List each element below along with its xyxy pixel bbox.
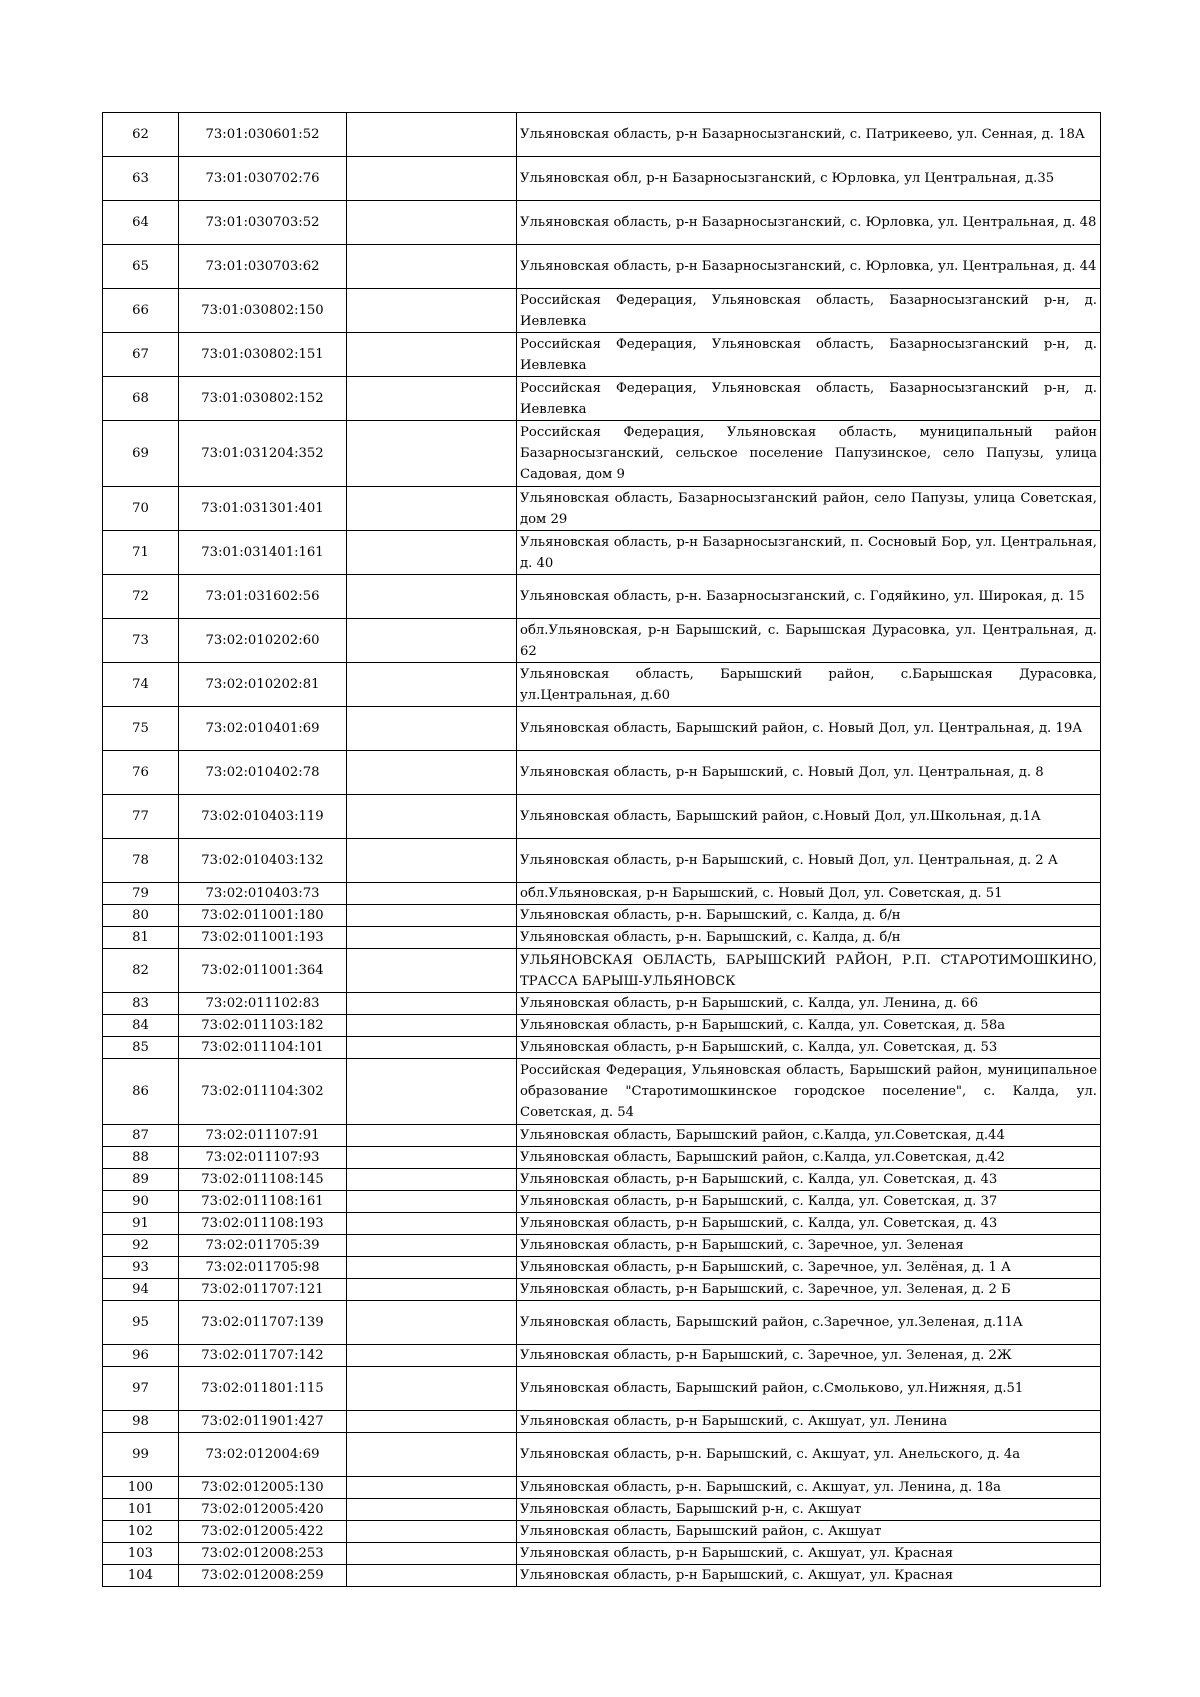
empty-cell (347, 157, 517, 201)
table-row (103, 993, 1101, 1015)
address: Ульяновская область, р-н Барышский, с. Заречное, ул. Зелёная, д. 1 А (517, 1257, 1101, 1279)
address: Ульяновская область, р-н Барышский, с. Акшуат, ул. Красная (517, 1543, 1101, 1565)
address: Российская Федерация, Ульяновская область, Базарносызганский р-н, д. Иевлевка (517, 377, 1101, 421)
address: Ульяновская область, Барышский район, с.Смольково, ул.Нижняя, д.51 (517, 1367, 1101, 1411)
address: Ульяновская область, р-н. Барышский, с. Акшуат, ул. Анельского, д. 4а (517, 1433, 1101, 1477)
address: Ульяновская область, Барышский р-н, с. Акшуат (517, 1499, 1101, 1521)
table-row (103, 333, 1101, 377)
cadastral-number: 73:02:011107:93 (179, 1147, 347, 1169)
cadastral-number: 73:02:010202:81 (179, 663, 347, 707)
table-row (103, 531, 1101, 575)
empty-cell (347, 245, 517, 289)
row-number: 83 (103, 993, 179, 1015)
empty-cell (347, 1301, 517, 1345)
empty-cell (347, 1015, 517, 1037)
row-number: 91 (103, 1213, 179, 1235)
table-row (103, 377, 1101, 421)
row-number: 78 (103, 839, 179, 883)
address: Российская Федерация, Ульяновская область, Барышский район, муниципальное образование "Старотимошкинское городское поселение", с. Калда, ул. Советская, д. 54 (517, 1059, 1101, 1125)
address: Ульяновская область, Барышский район, с.Барышская Дурасовка, ул.Центральная, д.60 (517, 663, 1101, 707)
row-number: 76 (103, 751, 179, 795)
cadastral-number: 73:02:011104:302 (179, 1059, 347, 1125)
address: Ульяновская область, р-н. Базарносызганский, с. Годяйкино, ул. Широкая, д. 15 (517, 575, 1101, 619)
table-row (103, 421, 1101, 487)
row-number: 62 (103, 113, 179, 157)
table-row (103, 1169, 1101, 1191)
address: обл.Ульяновская, р-н Барышский, с. Новый Дол, ул. Советская, д. 51 (517, 883, 1101, 905)
empty-cell (347, 289, 517, 333)
empty-cell (347, 1147, 517, 1169)
cadastral-number: 73:02:010403:132 (179, 839, 347, 883)
address: Российская Федерация, Ульяновская область, Базарносызганский р-н, д. Иевлевка (517, 289, 1101, 333)
empty-cell (347, 1125, 517, 1147)
empty-cell (347, 993, 517, 1015)
cadastral-number: 73:02:010402:78 (179, 751, 347, 795)
table-row (103, 949, 1101, 993)
table-row (103, 1235, 1101, 1257)
row-number: 89 (103, 1169, 179, 1191)
row-number: 101 (103, 1499, 179, 1521)
empty-cell (347, 1367, 517, 1411)
empty-cell (347, 333, 517, 377)
row-number: 73 (103, 619, 179, 663)
address: Ульяновская область, р-н Барышский, с. Калда, ул. Советская, д. 58а (517, 1015, 1101, 1037)
address: Ульяновская область, Барышский район, с. Акшуат (517, 1521, 1101, 1543)
cadastral-number: 73:02:010401:69 (179, 707, 347, 751)
empty-cell (347, 751, 517, 795)
cadastral-number: 73:02:012008:259 (179, 1565, 347, 1587)
cadastral-number: 73:01:030703:52 (179, 201, 347, 245)
empty-cell (347, 1213, 517, 1235)
empty-cell (347, 1499, 517, 1521)
empty-cell (347, 707, 517, 751)
empty-cell (347, 1037, 517, 1059)
table-row (103, 1433, 1101, 1477)
address: Ульяновская область, Барышский район, с.Новый Дол, ул.Школьная, д.1А (517, 795, 1101, 839)
row-number: 85 (103, 1037, 179, 1059)
cadastral-number: 73:01:030802:150 (179, 289, 347, 333)
row-number: 86 (103, 1059, 179, 1125)
address: Ульяновская область, р-н Барышский, с. Новый Дол, ул. Центральная, д. 8 (517, 751, 1101, 795)
table-row (103, 1477, 1101, 1499)
empty-cell (347, 421, 517, 487)
row-number: 99 (103, 1433, 179, 1477)
row-number: 68 (103, 377, 179, 421)
address: Ульяновская область, р-н Барышский, с. Калда, ул. Советская, д. 53 (517, 1037, 1101, 1059)
row-number: 65 (103, 245, 179, 289)
cadastral-number: 73:02:011707:139 (179, 1301, 347, 1345)
row-number: 64 (103, 201, 179, 245)
address: Ульяновская область, р-н Барышский, с. Калда, ул. Ленина, д. 66 (517, 993, 1101, 1015)
row-number: 67 (103, 333, 179, 377)
empty-cell (347, 1521, 517, 1543)
row-number: 66 (103, 289, 179, 333)
cadastral-number: 73:02:011103:182 (179, 1015, 347, 1037)
cadastral-number: 73:01:030702:76 (179, 157, 347, 201)
cadastral-number: 73:01:030601:52 (179, 113, 347, 157)
row-number: 70 (103, 487, 179, 531)
cadastral-number: 73:02:011707:142 (179, 1345, 347, 1367)
cadastral-table (102, 112, 1101, 1587)
cadastral-number: 73:02:011801:115 (179, 1367, 347, 1411)
row-number: 96 (103, 1345, 179, 1367)
table-row (103, 839, 1101, 883)
table-row (103, 905, 1101, 927)
address: Ульяновская область, р-н Барышский, с. Калда, ул. Советская, д. 43 (517, 1213, 1101, 1235)
empty-cell (347, 927, 517, 949)
empty-cell (347, 531, 517, 575)
empty-cell (347, 619, 517, 663)
row-number: 95 (103, 1301, 179, 1345)
cadastral-number: 73:02:010403:73 (179, 883, 347, 905)
row-number: 94 (103, 1279, 179, 1301)
cadastral-number: 73:01:031602:56 (179, 575, 347, 619)
row-number: 82 (103, 949, 179, 993)
table-row (103, 1125, 1101, 1147)
address: Ульяновская область, р-н. Барышский, с. Калда, д. б/н (517, 905, 1101, 927)
cadastral-number: 73:02:011001:364 (179, 949, 347, 993)
row-number: 74 (103, 663, 179, 707)
row-number: 103 (103, 1543, 179, 1565)
row-number: 102 (103, 1521, 179, 1543)
address: УЛЬЯНОВСКАЯ ОБЛАСТЬ, БАРЫШСКИЙ РАЙОН, Р.П. СТАРОТИМОШКИНО, ТРАССА БАРЫШ-УЛЬЯНОВСК (517, 949, 1101, 993)
empty-cell (347, 905, 517, 927)
empty-cell (347, 883, 517, 905)
address: обл.Ульяновская, р-н Барышский, с. Барышская Дурасовка, ул. Центральная, д. 62 (517, 619, 1101, 663)
table-row (103, 927, 1101, 949)
empty-cell (347, 113, 517, 157)
empty-cell (347, 487, 517, 531)
address: Ульяновская область, р-н Базарносызганский, с. Юрловка, ул. Центральная, д. 44 (517, 245, 1101, 289)
cadastral-number: 73:01:030802:152 (179, 377, 347, 421)
cadastral-number: 73:02:011705:39 (179, 1235, 347, 1257)
table-row (103, 1059, 1101, 1125)
address: Ульяновская область, Барышский район, с.Калда, ул.Советская, д.44 (517, 1125, 1101, 1147)
row-number: 81 (103, 927, 179, 949)
table-row (103, 1015, 1101, 1037)
row-number: 71 (103, 531, 179, 575)
table-row (103, 575, 1101, 619)
cadastral-number: 73:02:012005:420 (179, 1499, 347, 1521)
cadastral-number: 73:02:011705:98 (179, 1257, 347, 1279)
row-number: 77 (103, 795, 179, 839)
empty-cell (347, 1257, 517, 1279)
empty-cell (347, 1279, 517, 1301)
table-row (103, 1543, 1101, 1565)
row-number: 90 (103, 1191, 179, 1213)
empty-cell (347, 1477, 517, 1499)
table-row (103, 883, 1101, 905)
cadastral-number: 73:02:011108:161 (179, 1191, 347, 1213)
table-row (103, 245, 1101, 289)
cadastral-number: 73:01:030703:62 (179, 245, 347, 289)
cadastral-number: 73:02:011108:145 (179, 1169, 347, 1191)
cadastral-number: 73:02:012004:69 (179, 1433, 347, 1477)
address: Ульяновская область, р-н Барышский, с. Заречное, ул. Зеленая, д. 2Ж (517, 1345, 1101, 1367)
empty-cell (347, 1169, 517, 1191)
table-row (103, 487, 1101, 531)
empty-cell (347, 1543, 517, 1565)
row-number: 92 (103, 1235, 179, 1257)
address: Российская Федерация, Ульяновская область, Базарносызганский р-н, д. Иевлевка (517, 333, 1101, 377)
table-row (103, 113, 1101, 157)
address: Ульяновская область, р-н Базарносызганский, с. Патрикеево, ул. Сенная, д. 18А (517, 113, 1101, 157)
row-number: 88 (103, 1147, 179, 1169)
row-number: 69 (103, 421, 179, 487)
empty-cell (347, 1565, 517, 1587)
address: Ульяновская область, Барышский район, с.Калда, ул.Советская, д.42 (517, 1147, 1101, 1169)
table-row (103, 1147, 1101, 1169)
empty-cell (347, 1059, 517, 1125)
address: Ульяновская обл, р-н Базарносызганский, с Юрловка, ул Центральная, д.35 (517, 157, 1101, 201)
table-row (103, 663, 1101, 707)
empty-cell (347, 663, 517, 707)
row-number: 97 (103, 1367, 179, 1411)
table-row (103, 795, 1101, 839)
address: Ульяновская область, р-н. Барышский, с. Калда, д. б/н (517, 927, 1101, 949)
cadastral-number: 73:02:012005:130 (179, 1477, 347, 1499)
empty-cell (347, 795, 517, 839)
cadastral-number: 73:02:012008:253 (179, 1543, 347, 1565)
table-row (103, 1257, 1101, 1279)
table-row (103, 1213, 1101, 1235)
address: Российская Федерация, Ульяновская область, муниципальный район Базарносызганский, сельское поселение Папузинское, село Папузы, улица Садовая, дом 9 (517, 421, 1101, 487)
address: Ульяновская область, р-н Барышский, с. Калда, ул. Советская, д. 37 (517, 1191, 1101, 1213)
cadastral-number: 73:02:012005:422 (179, 1521, 347, 1543)
address: Ульяновская область, р-н Базарносызганский, п. Сосновый Бор, ул. Центральная, д. 40 (517, 531, 1101, 575)
row-number: 80 (103, 905, 179, 927)
table-row (103, 1411, 1101, 1433)
table-row (103, 1499, 1101, 1521)
row-number: 87 (103, 1125, 179, 1147)
row-number: 79 (103, 883, 179, 905)
empty-cell (347, 1433, 517, 1477)
row-number: 63 (103, 157, 179, 201)
cadastral-number: 73:02:011901:427 (179, 1411, 347, 1433)
table-row (103, 289, 1101, 333)
empty-cell (347, 1411, 517, 1433)
table-row (103, 157, 1101, 201)
address: Ульяновская область, Барышский район, с. Новый Дол, ул. Центральная, д. 19А (517, 707, 1101, 751)
address: Ульяновская область, р-н Барышский, с. Калда, ул. Советская, д. 43 (517, 1169, 1101, 1191)
address: Ульяновская область, р-н Барышский, с. Заречное, ул. Зеленая, д. 2 Б (517, 1279, 1101, 1301)
empty-cell (347, 201, 517, 245)
row-number: 75 (103, 707, 179, 751)
table-body (103, 113, 1101, 1587)
cadastral-number: 73:02:010403:119 (179, 795, 347, 839)
row-number: 93 (103, 1257, 179, 1279)
table-row (103, 619, 1101, 663)
cadastral-number: 73:02:011707:121 (179, 1279, 347, 1301)
table-row (103, 1565, 1101, 1587)
row-number: 72 (103, 575, 179, 619)
cadastral-number: 73:01:031204:352 (179, 421, 347, 487)
table-row (103, 1301, 1101, 1345)
address: Ульяновская область, р-н Базарносызганский, с. Юрловка, ул. Центральная, д. 48 (517, 201, 1101, 245)
empty-cell (347, 839, 517, 883)
empty-cell (347, 377, 517, 421)
cadastral-number: 73:01:030802:151 (179, 333, 347, 377)
cadastral-number: 73:02:011001:180 (179, 905, 347, 927)
address: Ульяновская область, Базарносызганский район, село Папузы, улица Советская, дом 29 (517, 487, 1101, 531)
cadastral-number: 73:02:011001:193 (179, 927, 347, 949)
empty-cell (347, 949, 517, 993)
cadastral-number: 73:02:010202:60 (179, 619, 347, 663)
cadastral-number: 73:02:011108:193 (179, 1213, 347, 1235)
row-number: 84 (103, 1015, 179, 1037)
row-number: 104 (103, 1565, 179, 1587)
table-row (103, 751, 1101, 795)
table-row (103, 707, 1101, 751)
cadastral-number: 73:01:031401:161 (179, 531, 347, 575)
row-number: 98 (103, 1411, 179, 1433)
cadastral-number: 73:02:011104:101 (179, 1037, 347, 1059)
table-row (103, 1191, 1101, 1213)
address: Ульяновская область, р-н Барышский, с. Акшуат, ул. Красная (517, 1565, 1101, 1587)
table-row (103, 201, 1101, 245)
address: Ульяновская область, р-н Барышский, с. Новый Дол, ул. Центральная, д. 2 А (517, 839, 1101, 883)
row-number: 100 (103, 1477, 179, 1499)
address: Ульяновская область, р-н Барышский, с. Заречное, ул. Зеленая (517, 1235, 1101, 1257)
address: Ульяновская область, р-н. Барышский, с. Акшуат, ул. Ленина, д. 18а (517, 1477, 1101, 1499)
table-row (103, 1279, 1101, 1301)
address: Ульяновская область, Барышский район, с.Заречное, ул.Зеленая, д.11А (517, 1301, 1101, 1345)
table-row (103, 1345, 1101, 1367)
table-row (103, 1037, 1101, 1059)
cadastral-number: 73:02:011102:83 (179, 993, 347, 1015)
table-row (103, 1521, 1101, 1543)
empty-cell (347, 575, 517, 619)
empty-cell (347, 1345, 517, 1367)
cadastral-number: 73:02:011107:91 (179, 1125, 347, 1147)
table-row (103, 1367, 1101, 1411)
cadastral-number: 73:01:031301:401 (179, 487, 347, 531)
empty-cell (347, 1235, 517, 1257)
address: Ульяновская область, р-н Барышский, с. Акшуат, ул. Ленина (517, 1411, 1101, 1433)
empty-cell (347, 1191, 517, 1213)
